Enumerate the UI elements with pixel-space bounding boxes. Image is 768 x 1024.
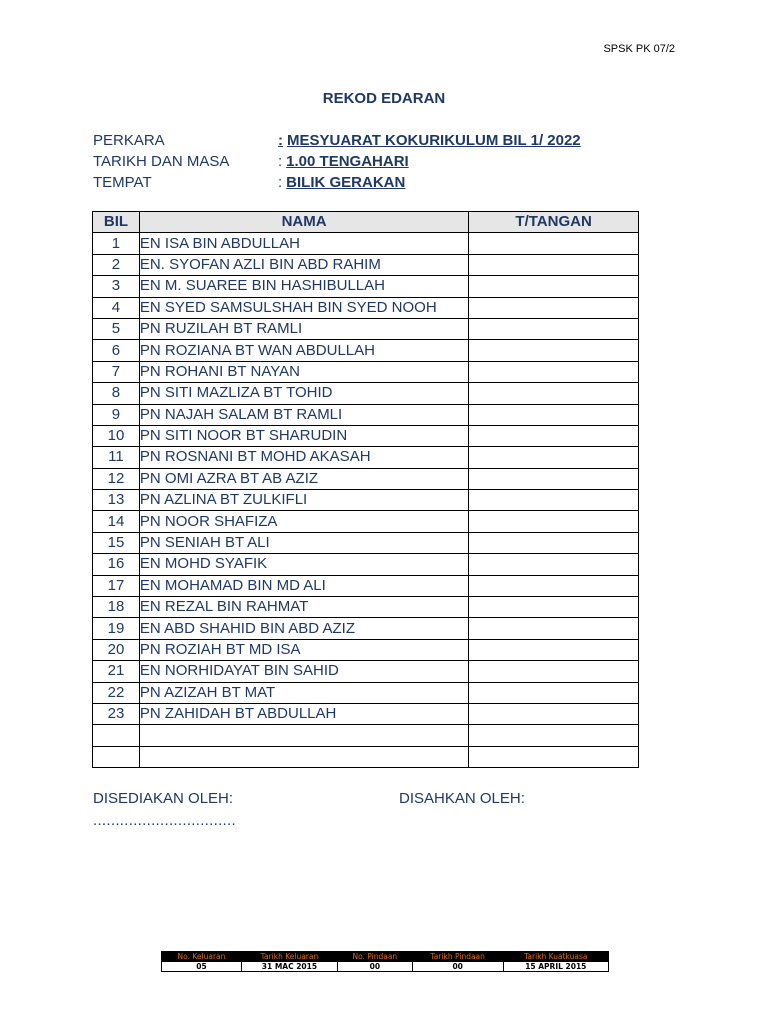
- row-number: 4: [93, 297, 140, 318]
- control-header-row: [162, 952, 609, 962]
- row-number: 15: [93, 532, 140, 553]
- table-row: [93, 276, 639, 297]
- row-number: 12: [93, 468, 140, 489]
- control-header: Tarikh Pindaan: [412, 952, 503, 962]
- table-row: [93, 746, 639, 767]
- info-label: TARIKH DAN MASA: [93, 153, 230, 170]
- info-value: 1.00 TENGAHARI: [286, 153, 409, 170]
- row-number: 23: [93, 703, 140, 724]
- row-name: PN SITI MAZLIZA BT TOHID: [139, 383, 468, 404]
- control-value: 00: [337, 962, 412, 972]
- signature-cell[interactable]: [469, 490, 639, 511]
- row-name: EN MOHAMAD BIN MD ALI: [139, 575, 468, 596]
- signature-cell[interactable]: [469, 661, 639, 682]
- signature-cell[interactable]: [469, 361, 639, 382]
- header-signature: T/TANGAN: [469, 212, 639, 233]
- header-nama: NAMA: [139, 212, 468, 233]
- table-row: [93, 639, 639, 660]
- table-row: [93, 490, 639, 511]
- row-name: PN AZIZAH BT MAT: [139, 682, 468, 703]
- signature-cell[interactable]: [469, 639, 639, 660]
- signature-cell[interactable]: [469, 297, 639, 318]
- document-title: REKOD EDARAN: [322, 90, 446, 107]
- approved-by-label: DISAHKAN OLEH:: [399, 790, 525, 807]
- table-row: [93, 618, 639, 639]
- table-row: [93, 554, 639, 575]
- control-header: No. Pindaan: [337, 952, 412, 962]
- row-number: 11: [93, 447, 140, 468]
- signature-cell[interactable]: [469, 468, 639, 489]
- prepared-by-label: DISEDIAKAN OLEH:: [93, 790, 234, 807]
- row-name: PN NAJAH SALAM BT RAMLI: [139, 404, 468, 425]
- row-name: [139, 725, 468, 746]
- signature-cell[interactable]: [469, 318, 639, 339]
- control-header: Tarikh Kuatkuasa: [503, 952, 608, 962]
- row-number: 2: [93, 254, 140, 275]
- table-row: [93, 682, 639, 703]
- control-value: 05: [162, 962, 242, 972]
- signature-cell[interactable]: [469, 383, 639, 404]
- row-number: 10: [93, 425, 140, 446]
- table-row: [93, 532, 639, 553]
- signature-cell[interactable]: [469, 746, 639, 767]
- info-value: : MESYUARAT KOKURIKULUM BIL 1/ 2022: [278, 132, 581, 149]
- signature-cell[interactable]: [469, 511, 639, 532]
- info-row-tarikh: [93, 151, 581, 172]
- info-row-tempat: [93, 172, 581, 193]
- row-name: EN ABD SHAHID BIN ABD AZIZ: [139, 618, 468, 639]
- info-colon: :: [278, 174, 283, 191]
- prepared-by-signature-line: ................................: [93, 812, 236, 829]
- signature-cell[interactable]: [469, 447, 639, 468]
- row-number: [93, 725, 140, 746]
- row-number: 13: [93, 490, 140, 511]
- row-number: 22: [93, 682, 140, 703]
- row-name: PN NOOR SHAFIZA: [139, 511, 468, 532]
- row-name: PN ROZIANA BT WAN ABDULLAH: [139, 340, 468, 361]
- signature-cell[interactable]: [469, 618, 639, 639]
- info-colon: :: [278, 153, 283, 170]
- attendance-rows: [93, 233, 639, 768]
- header-bil: BIL: [93, 212, 140, 233]
- row-number: 7: [93, 361, 140, 382]
- signature-cell[interactable]: [469, 404, 639, 425]
- row-name: EN. SYOFAN AZLI BIN ABD RAHIM: [139, 254, 468, 275]
- row-name: EN REZAL BIN RAHMAT: [139, 597, 468, 618]
- table-row: [93, 703, 639, 724]
- row-name: PN ROHANI BT NAYAN: [139, 361, 468, 382]
- signature-cell[interactable]: [469, 682, 639, 703]
- control-header: Tarikh Keluaran: [241, 952, 337, 962]
- row-number: 5: [93, 318, 140, 339]
- info-label: TEMPAT: [93, 174, 152, 191]
- table-row: [93, 233, 639, 254]
- row-name: PN OMI AZRA BT AB AZIZ: [139, 468, 468, 489]
- row-name: PN ROZIAH BT MD ISA: [139, 639, 468, 660]
- row-name: EN M. SUAREE BIN HASHIBULLAH: [139, 276, 468, 297]
- signature-cell[interactable]: [469, 233, 639, 254]
- table-row: [93, 575, 639, 596]
- table-row: [93, 468, 639, 489]
- control-value-row: [162, 962, 609, 972]
- row-number: [93, 746, 140, 767]
- control-value: 31 MAC 2015: [241, 962, 337, 972]
- table-row: [93, 447, 639, 468]
- row-number: 9: [93, 404, 140, 425]
- info-value: BILIK GERAKAN: [286, 174, 406, 191]
- row-number: 16: [93, 554, 140, 575]
- info-row-perkara: [93, 130, 581, 151]
- table-row: [93, 254, 639, 275]
- row-number: 19: [93, 618, 140, 639]
- row-name: PN SENIAH BT ALI: [139, 532, 468, 553]
- row-number: 14: [93, 511, 140, 532]
- signature-cell[interactable]: [469, 340, 639, 361]
- control-value: 00: [412, 962, 503, 972]
- table-row: [93, 340, 639, 361]
- table-row: [93, 383, 639, 404]
- document-code: SPSK PK 07/2: [603, 43, 675, 55]
- row-name: [139, 746, 468, 767]
- signature-cell[interactable]: [469, 725, 639, 746]
- table-row: [93, 661, 639, 682]
- control-value: 15 APRIL 2015: [503, 962, 608, 972]
- row-name: PN AZLINA BT ZULKIFLI: [139, 490, 468, 511]
- row-name: EN NORHIDAYAT BIN SAHID: [139, 661, 468, 682]
- signature-cell[interactable]: [469, 276, 639, 297]
- table-row: [93, 425, 639, 446]
- table-row: [93, 725, 639, 746]
- info-label: PERKARA: [93, 132, 165, 149]
- row-number: 18: [93, 597, 140, 618]
- signature-cell[interactable]: [469, 532, 639, 553]
- table-row: [93, 297, 639, 318]
- row-name: PN ZAHIDAH BT ABDULLAH: [139, 703, 468, 724]
- signature-cell[interactable]: [469, 554, 639, 575]
- signature-cell[interactable]: [469, 703, 639, 724]
- row-name: EN MOHD SYAFIK: [139, 554, 468, 575]
- row-number: 8: [93, 383, 140, 404]
- row-number: 17: [93, 575, 140, 596]
- row-name: PN RUZILAH BT RAMLI: [139, 318, 468, 339]
- row-name: EN ISA BIN ABDULLAH: [139, 233, 468, 254]
- table-row: [93, 597, 639, 618]
- row-number: 21: [93, 661, 140, 682]
- attendance-table: [92, 211, 639, 768]
- table-header-row: [93, 212, 639, 233]
- table-row: [93, 511, 639, 532]
- signature-cell[interactable]: [469, 597, 639, 618]
- row-number: 6: [93, 340, 140, 361]
- document-control-table: [161, 951, 609, 972]
- signature-cell[interactable]: [469, 425, 639, 446]
- row-number: 20: [93, 639, 140, 660]
- signature-cell[interactable]: [469, 575, 639, 596]
- table-row: [93, 318, 639, 339]
- row-name: PN SITI NOOR BT SHARUDIN: [139, 425, 468, 446]
- meeting-info: [93, 130, 581, 193]
- signature-cell[interactable]: [469, 254, 639, 275]
- row-name: PN ROSNANI BT MOHD AKASAH: [139, 447, 468, 468]
- table-row: [93, 361, 639, 382]
- row-number: 1: [93, 233, 140, 254]
- row-number: 3: [93, 276, 140, 297]
- row-name: EN SYED SAMSULSHAH BIN SYED NOOH: [139, 297, 468, 318]
- control-header: No. Keluaran: [162, 952, 242, 962]
- table-row: [93, 404, 639, 425]
